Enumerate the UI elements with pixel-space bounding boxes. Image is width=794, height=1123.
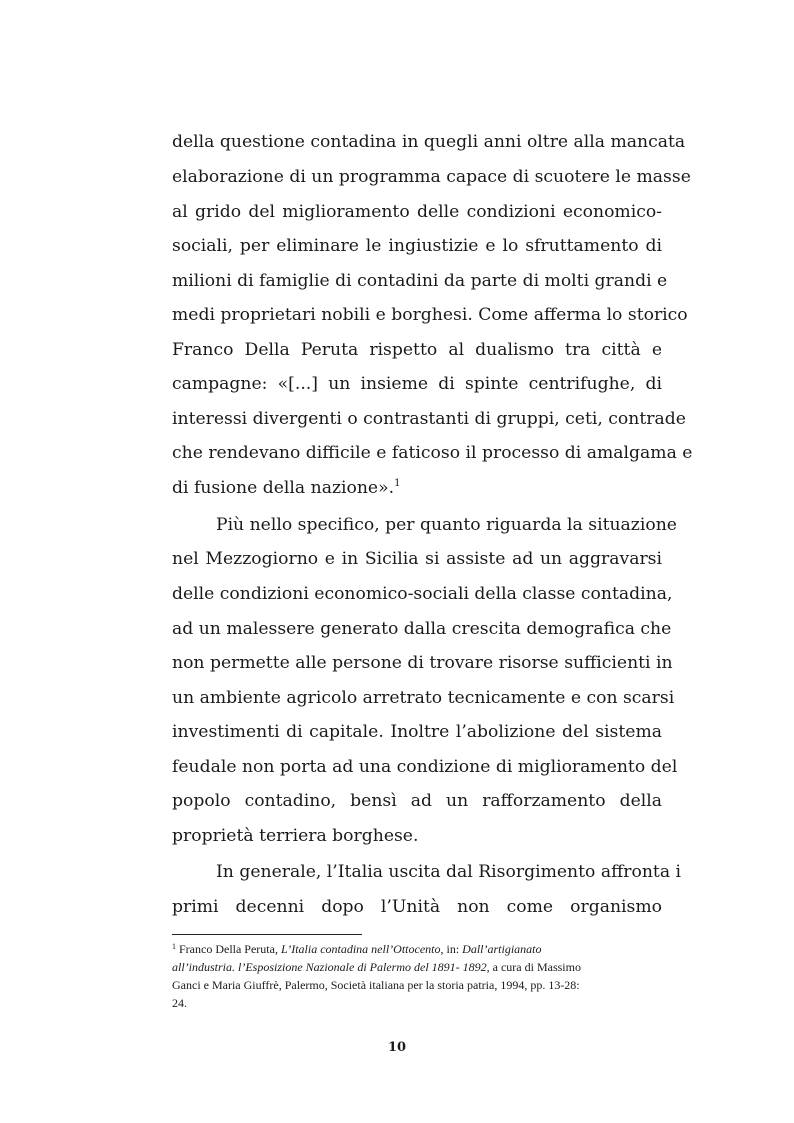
footnote-reference[interactable]: 1 bbox=[394, 478, 401, 489]
body-line: al grido del miglioramento delle condizioni economico- bbox=[172, 202, 662, 222]
footnote-line: Ganci e Maria Giuffrè, Palermo, Società italiana per la storia patria, 1994, pp. 13-28: bbox=[172, 978, 580, 992]
footnote-line bbox=[172, 960, 662, 975]
page-number: 10 bbox=[387, 1040, 407, 1055]
footnote-title: all’industria. l’Esposizione Nazionale di Palermo del 1891- 1892 bbox=[172, 960, 487, 974]
body-line: proprietà terriera borghese. bbox=[172, 826, 419, 846]
body-line: interessi divergenti o contrastanti di gruppi, ceti, contrade bbox=[172, 409, 686, 429]
body-line: feudale non porta ad una condizione di miglioramento del bbox=[172, 757, 678, 777]
body-line: che rendevano difficile e faticoso il processo di amalgama e bbox=[172, 443, 693, 463]
footnote-title: Dall’artigianato bbox=[462, 942, 542, 956]
footnote-separator bbox=[172, 934, 362, 935]
body-line-text: di fusione della nazione». bbox=[172, 478, 395, 498]
body-line: della questione contadina in quegli anni oltre alla mancata bbox=[172, 132, 686, 152]
footnote-text: , a cura di Massimo bbox=[486, 960, 581, 974]
body-line: Più nello specifico, per quanto riguarda la situazione bbox=[216, 515, 677, 535]
body-line bbox=[172, 478, 662, 498]
body-line: elaborazione di un programma capace di scuotere le masse bbox=[172, 167, 691, 187]
body-line: popolo contadino, bensì ad un rafforzamento della bbox=[172, 791, 662, 811]
body-line: investimenti di capitale. Inoltre l’abolizione del sistema bbox=[172, 722, 662, 742]
body-line: nel Mezzogiorno e in Sicilia si assiste ad un aggravarsi bbox=[172, 549, 662, 569]
body-line: campagne: «[...] un insieme di spinte centrifughe, di bbox=[172, 374, 662, 394]
body-line: delle condizioni economico-sociali della classe contadina, bbox=[172, 584, 673, 604]
footnote-text: , in: bbox=[440, 942, 463, 956]
body-line: primi decenni dopo l’Unità non come organismo bbox=[172, 897, 662, 917]
footnote-author: Franco Della Peruta, bbox=[179, 942, 281, 956]
body-line: milioni di famiglie di contadini da parte di molti grandi e bbox=[172, 271, 668, 291]
body-line: sociali, per eliminare le ingiustizie e lo sfruttamento di bbox=[172, 236, 662, 256]
body-line: In generale, l’Italia uscita dal Risorgimento affronta i bbox=[216, 862, 682, 882]
body-line: medi proprietari nobili e borghesi. Come afferma lo storico bbox=[172, 305, 688, 325]
footnote-line: 24. bbox=[172, 996, 187, 1010]
footnote-title: L’Italia contadina nell’Ottocento bbox=[280, 942, 441, 956]
body-line: non permette alle persone di trovare risorse sufficienti in bbox=[172, 653, 673, 673]
footnote-line bbox=[172, 942, 662, 957]
footnote-marker: 1 bbox=[172, 942, 176, 951]
body-line: un ambiente agricolo arretrato tecnicamente e con scarsi bbox=[172, 688, 675, 708]
body-line: ad un malessere generato dalla crescita demografica che bbox=[172, 619, 672, 639]
body-line: Franco Della Peruta rispetto al dualismo tra città e bbox=[172, 340, 662, 360]
